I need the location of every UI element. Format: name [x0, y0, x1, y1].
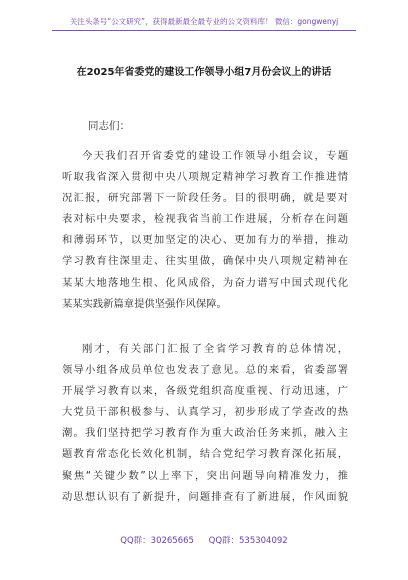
paragraph-line: 和薄弱环节，以更加坚定的决心、更加有力的举措，推动: [62, 234, 348, 247]
promo-banner: 关注头条号“公文研究”，获得最新最全最专业的公文资料库！ 微信：gongwenyj: [69, 17, 339, 26]
paragraph-line: 听取我省深入贯彻中央八项规定精神学习教育工作推进情: [62, 171, 348, 184]
paragraph-line: 动思想认识有了新提升，问题排查有了新进展，作风面貌: [62, 490, 348, 503]
paragraph-line: 况汇报，研究部署下一阶段任务。目的很明确，就是要对: [62, 192, 348, 205]
paragraph-line: 潮。我们坚持把学习教育作为重大政治任务来抓，融入主: [62, 427, 348, 440]
paragraph-line: 聚焦“关键少数”以上率下，突出问题导向精准发力，推: [62, 469, 348, 482]
paragraph-line: 题教育常态化长效化机制，结合党纪学习教育深化拓展，: [62, 448, 348, 461]
paragraph-2: [62, 339, 348, 508]
document-title: 在2025年省委党的建设工作领导小组7月份会议上的讲话: [76, 67, 332, 78]
footer-contacts: [0, 534, 408, 546]
paragraph-line: 今天我们召开省委党的建设工作领导小组会议，专题: [82, 150, 348, 162]
paragraph-line: 刚才，有关部门汇报了全省学习教育的总体情况，: [82, 343, 348, 355]
qq-group-1: QQ群：30265665: [120, 536, 194, 546]
paragraph-line: 表对标中央要求，检视我省当前工作进展，分析存在问题: [62, 213, 348, 226]
salutation: 同志们：: [88, 120, 130, 132]
paragraph-1: [62, 146, 348, 315]
paragraph-line: 大党员干部积极参与、认真学习，初步形成了学查改的热: [62, 406, 348, 419]
paragraph-line: 开展学习教育以来，各级党组织高度重视、行动迅速，广: [62, 385, 348, 398]
paragraph-line: 某某大地落地生根、化风成俗，为奋力谱写中国式现代化: [62, 276, 348, 289]
qq-group-2: QQ群：535304092: [208, 536, 288, 546]
paragraph-line: 学习教育往深里走、往实里做，确保中央八项规定精神在: [62, 255, 348, 268]
paragraph-line: 领导小组各成员单位也发表了意见。总的来看，省委部署: [62, 364, 348, 377]
header-divider: [52, 30, 356, 31]
paragraph-line: 某某实践新篇章提供坚强作风保障。: [62, 297, 227, 310]
